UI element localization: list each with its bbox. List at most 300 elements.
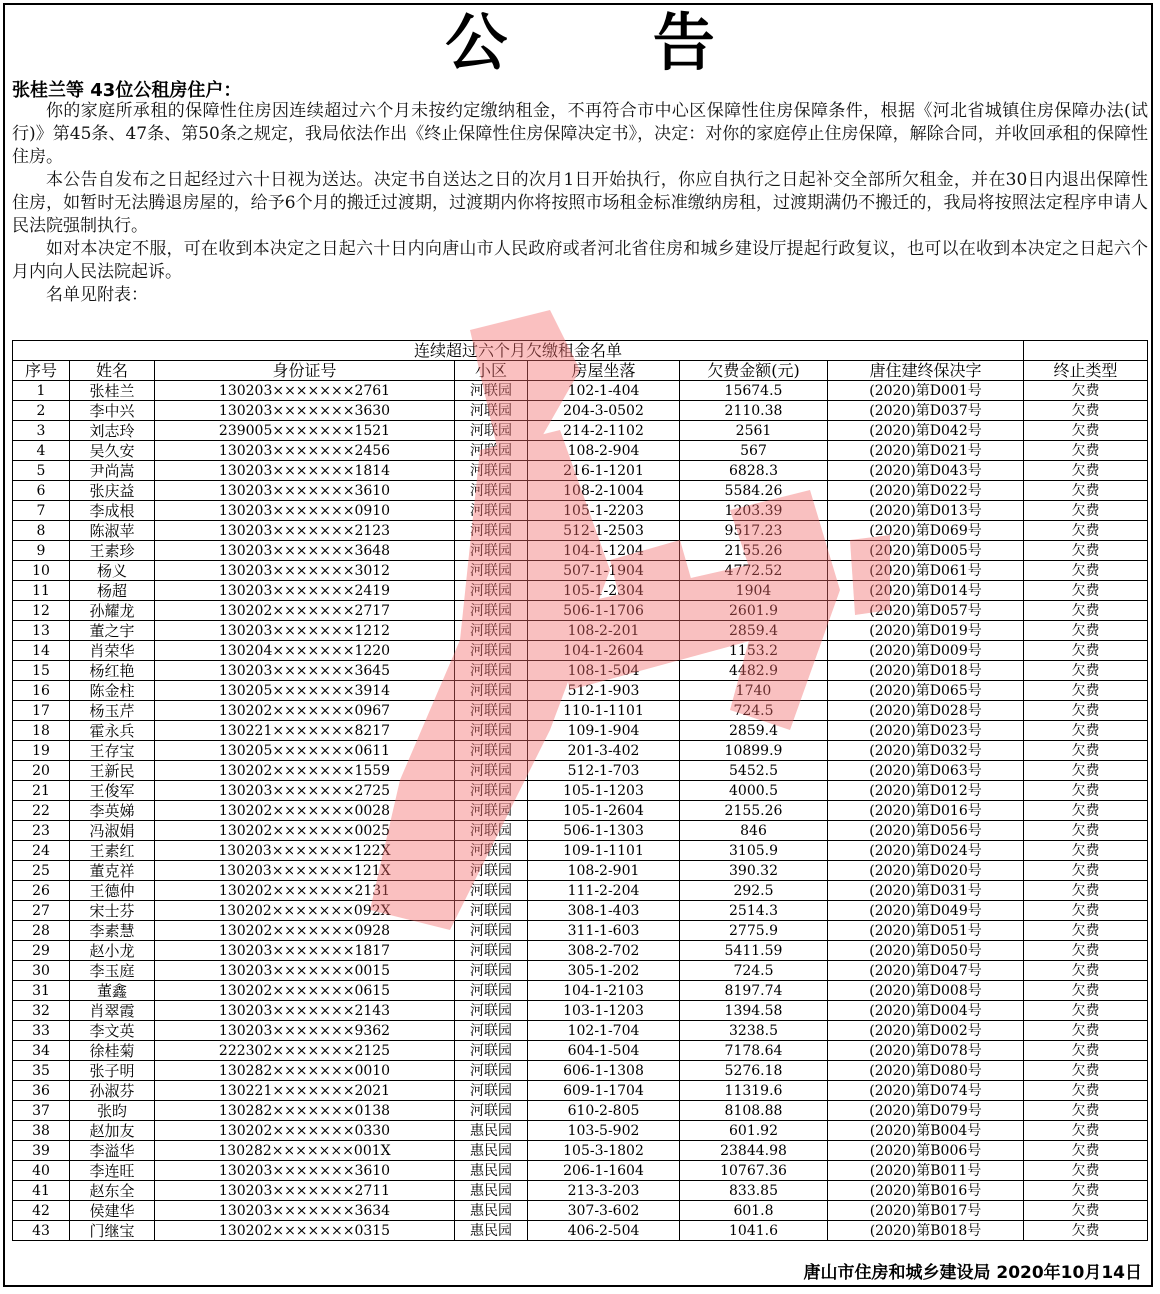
cell-id-number: 130203×××××××1814	[155, 461, 455, 481]
cell-termination-type: 欠费	[1024, 521, 1148, 541]
table-row	[13, 401, 1148, 421]
cell-decision-number: (2020)第D008号	[828, 981, 1024, 1001]
cell-name: 王俊军	[70, 781, 155, 801]
cell-index: 34	[13, 1041, 70, 1061]
cell-id-number: 130203×××××××121X	[155, 861, 455, 881]
cell-community: 惠民园	[455, 1221, 528, 1241]
cell-name: 李连旺	[70, 1161, 155, 1181]
cell-termination-type: 欠费	[1024, 381, 1148, 401]
cell-community: 河联园	[455, 441, 528, 461]
cell-amount: 4482.9	[680, 661, 828, 681]
notice-title: 公 告	[445, 6, 777, 79]
cell-amount: 10899.9	[680, 741, 828, 761]
cell-address: 109-1-904	[528, 721, 680, 741]
cell-community: 河联园	[455, 881, 528, 901]
table-row	[13, 841, 1148, 861]
cell-decision-number: (2020)第D074号	[828, 1081, 1024, 1101]
table-row	[13, 721, 1148, 741]
table-row	[13, 441, 1148, 461]
cell-index: 3	[13, 421, 70, 441]
table-row	[13, 1101, 1148, 1121]
cell-name: 董克祥	[70, 861, 155, 881]
cell-termination-type: 欠费	[1024, 601, 1148, 621]
cell-name: 王存宝	[70, 741, 155, 761]
cell-address: 110-1-1101	[528, 701, 680, 721]
table-row	[13, 581, 1148, 601]
table-row	[13, 761, 1148, 781]
cell-termination-type: 欠费	[1024, 821, 1148, 841]
cell-termination-type: 欠费	[1024, 401, 1148, 421]
cell-index: 4	[13, 441, 70, 461]
cell-amount: 10767.36	[680, 1161, 828, 1181]
cell-id-number: 130202×××××××0967	[155, 701, 455, 721]
cell-community: 河联园	[455, 1001, 528, 1021]
cell-index: 11	[13, 581, 70, 601]
cell-amount: 1041.6	[680, 1221, 828, 1241]
cell-decision-number: (2020)第D021号	[828, 441, 1024, 461]
cell-amount: 11319.6	[680, 1081, 828, 1101]
table-row	[13, 1161, 1148, 1181]
cell-id-number: 130203×××××××2456	[155, 441, 455, 461]
cell-decision-number: (2020)第D079号	[828, 1101, 1024, 1121]
cell-termination-type: 欠费	[1024, 861, 1148, 881]
cell-community: 河联园	[455, 1021, 528, 1041]
cell-community: 河联园	[455, 621, 528, 641]
cell-address: 108-1-504	[528, 661, 680, 681]
cell-termination-type: 欠费	[1024, 641, 1148, 661]
cell-index: 23	[13, 821, 70, 841]
cell-index: 38	[13, 1121, 70, 1141]
cell-community: 惠民园	[455, 1201, 528, 1221]
cell-community: 河联园	[455, 701, 528, 721]
cell-address: 406-2-504	[528, 1221, 680, 1241]
cell-name: 李中兴	[70, 401, 155, 421]
table-row	[13, 541, 1148, 561]
table-row	[13, 481, 1148, 501]
cell-community: 河联园	[455, 581, 528, 601]
cell-address: 213-3-203	[528, 1181, 680, 1201]
cell-amount: 2155.26	[680, 541, 828, 561]
cell-decision-number: (2020)第D019号	[828, 621, 1024, 641]
cell-index: 36	[13, 1081, 70, 1101]
header-id-number: 身份证号	[155, 361, 455, 381]
cell-termination-type: 欠费	[1024, 1121, 1148, 1141]
cell-decision-number: (2020)第D043号	[828, 461, 1024, 481]
table-caption-blank	[1024, 341, 1148, 361]
cell-id-number: 130205×××××××3914	[155, 681, 455, 701]
cell-amount: 23844.98	[680, 1141, 828, 1161]
table-row	[13, 1041, 1148, 1061]
cell-amount: 1153.2	[680, 641, 828, 661]
cell-community: 惠民园	[455, 1161, 528, 1181]
cell-decision-number: (2020)第D014号	[828, 581, 1024, 601]
cell-termination-type: 欠费	[1024, 941, 1148, 961]
cell-address: 604-1-504	[528, 1041, 680, 1061]
cell-termination-type: 欠费	[1024, 1081, 1148, 1101]
table-row	[13, 861, 1148, 881]
cell-decision-number: (2020)第D022号	[828, 481, 1024, 501]
cell-index: 40	[13, 1161, 70, 1181]
cell-amount: 292.5	[680, 881, 828, 901]
cell-decision-number: (2020)第B011号	[828, 1161, 1024, 1181]
cell-termination-type: 欠费	[1024, 561, 1148, 581]
cell-community: 河联园	[455, 921, 528, 941]
cell-community: 河联园	[455, 1061, 528, 1081]
cell-index: 41	[13, 1181, 70, 1201]
header-amount: 欠费金额(元)	[680, 361, 828, 381]
cell-index: 5	[13, 461, 70, 481]
cell-address: 104-1-1204	[528, 541, 680, 561]
cell-termination-type: 欠费	[1024, 981, 1148, 1001]
table-caption-row	[13, 341, 1148, 361]
cell-amount: 2155.26	[680, 801, 828, 821]
cell-termination-type: 欠费	[1024, 1201, 1148, 1221]
cell-termination-type: 欠费	[1024, 661, 1148, 681]
cell-address: 105-1-2203	[528, 501, 680, 521]
cell-amount: 5584.26	[680, 481, 828, 501]
cell-index: 10	[13, 561, 70, 581]
header-name: 姓名	[70, 361, 155, 381]
cell-id-number: 130203×××××××3610	[155, 1161, 455, 1181]
cell-index: 42	[13, 1201, 70, 1221]
cell-name: 张庆益	[70, 481, 155, 501]
table-row	[13, 1121, 1148, 1141]
cell-amount: 1740	[680, 681, 828, 701]
cell-address: 214-2-1102	[528, 421, 680, 441]
cell-name: 陈金柱	[70, 681, 155, 701]
cell-termination-type: 欠费	[1024, 961, 1148, 981]
cell-decision-number: (2020)第D005号	[828, 541, 1024, 561]
cell-id-number: 130203×××××××1212	[155, 621, 455, 641]
cell-id-number: 130202×××××××1559	[155, 761, 455, 781]
cell-address: 103-5-902	[528, 1121, 680, 1141]
cell-name: 李成根	[70, 501, 155, 521]
cell-address: 105-1-2604	[528, 801, 680, 821]
issuer-and-date: 唐山市住房和城乡建设局 2020年10月14日	[803, 1263, 1142, 1283]
cell-index: 22	[13, 801, 70, 821]
cell-address: 311-1-603	[528, 921, 680, 941]
cell-id-number: 130203×××××××2123	[155, 521, 455, 541]
cell-id-number: 130202×××××××092X	[155, 901, 455, 921]
cell-termination-type: 欠费	[1024, 741, 1148, 761]
cell-decision-number: (2020)第B017号	[828, 1201, 1024, 1221]
table-body	[13, 381, 1148, 1241]
table-row	[13, 1221, 1148, 1241]
cell-name: 孙淑芬	[70, 1081, 155, 1101]
cell-termination-type: 欠费	[1024, 501, 1148, 521]
cell-name: 宋士芬	[70, 901, 155, 921]
cell-decision-number: (2020)第D061号	[828, 561, 1024, 581]
cell-termination-type: 欠费	[1024, 1181, 1148, 1201]
cell-amount: 601.92	[680, 1121, 828, 1141]
cell-name: 杨义	[70, 561, 155, 581]
cell-address: 609-1-1704	[528, 1081, 680, 1101]
cell-id-number: 130203×××××××122X	[155, 841, 455, 861]
cell-amount: 8197.74	[680, 981, 828, 1001]
cell-index: 27	[13, 901, 70, 921]
cell-decision-number: (2020)第D001号	[828, 381, 1024, 401]
cell-address: 512-1-2503	[528, 521, 680, 541]
cell-name: 杨玉芹	[70, 701, 155, 721]
cell-name: 冯淑娟	[70, 821, 155, 841]
cell-decision-number: (2020)第D002号	[828, 1021, 1024, 1041]
cell-termination-type: 欠费	[1024, 581, 1148, 601]
cell-decision-number: (2020)第D050号	[828, 941, 1024, 961]
cell-amount: 5452.5	[680, 761, 828, 781]
cell-name: 徐桂菊	[70, 1041, 155, 1061]
cell-termination-type: 欠费	[1024, 461, 1148, 481]
cell-index: 12	[13, 601, 70, 621]
cell-id-number: 130202×××××××0928	[155, 921, 455, 941]
cell-name: 董鑫	[70, 981, 155, 1001]
cell-index: 39	[13, 1141, 70, 1161]
cell-index: 8	[13, 521, 70, 541]
table-row	[13, 781, 1148, 801]
cell-decision-number: (2020)第D051号	[828, 921, 1024, 941]
cell-decision-number: (2020)第D078号	[828, 1041, 1024, 1061]
cell-community: 河联园	[455, 821, 528, 841]
cell-community: 河联园	[455, 561, 528, 581]
cell-index: 28	[13, 921, 70, 941]
cell-termination-type: 欠费	[1024, 441, 1148, 461]
cell-id-number: 222302×××××××2125	[155, 1041, 455, 1061]
cell-address: 206-1-1604	[528, 1161, 680, 1181]
header-termination-type: 终止类型	[1024, 361, 1148, 381]
cell-community: 河联园	[455, 841, 528, 861]
cell-decision-number: (2020)第B016号	[828, 1181, 1024, 1201]
cell-name: 霍永兵	[70, 721, 155, 741]
table-header-row	[13, 361, 1148, 381]
cell-address: 104-1-2103	[528, 981, 680, 1001]
cell-amount: 9517.23	[680, 521, 828, 541]
cell-address: 307-3-602	[528, 1201, 680, 1221]
cell-amount: 15674.5	[680, 381, 828, 401]
cell-address: 512-1-903	[528, 681, 680, 701]
cell-id-number: 239005×××××××1521	[155, 421, 455, 441]
cell-id-number: 130282×××××××0010	[155, 1061, 455, 1081]
cell-community: 河联园	[455, 721, 528, 741]
cell-termination-type: 欠费	[1024, 1041, 1148, 1061]
cell-name: 李溢华	[70, 1141, 155, 1161]
cell-termination-type: 欠费	[1024, 801, 1148, 821]
cell-community: 河联园	[455, 1101, 528, 1121]
cell-community: 河联园	[455, 501, 528, 521]
cell-community: 河联园	[455, 461, 528, 481]
cell-amount: 4772.52	[680, 561, 828, 581]
cell-amount: 1203.39	[680, 501, 828, 521]
cell-decision-number: (2020)第D004号	[828, 1001, 1024, 1021]
cell-name: 张子明	[70, 1061, 155, 1081]
cell-community: 河联园	[455, 861, 528, 881]
header-index: 序号	[13, 361, 70, 381]
cell-decision-number: (2020)第D013号	[828, 501, 1024, 521]
cell-name: 侯建华	[70, 1201, 155, 1221]
cell-community: 河联园	[455, 481, 528, 501]
cell-amount: 567	[680, 441, 828, 461]
cell-name: 肖荣华	[70, 641, 155, 661]
cell-id-number: 130203×××××××3610	[155, 481, 455, 501]
table-caption: 连续超过六个月欠缴租金名单	[13, 341, 1024, 361]
table-row	[13, 701, 1148, 721]
cell-address: 104-1-2604	[528, 641, 680, 661]
cell-index: 21	[13, 781, 70, 801]
cell-decision-number: (2020)第D063号	[828, 761, 1024, 781]
cell-address: 512-1-703	[528, 761, 680, 781]
table-row	[13, 521, 1148, 541]
cell-community: 惠民园	[455, 1181, 528, 1201]
paragraph: 本公告自发布之日起经过六十日视为送达。决定书自送达之日的次月1日开始执行，你应自执行之日起补交全部所欠租金，并在30日内退出保障性住房，如暂时无法腾退房屋的，给予6个月的搬迁过渡期，过渡期内你将按照市场租金标准缴纳房租，过渡期满仍不搬迁的，我局将按照法定程序申请人民法院强制执行。	[12, 170, 1148, 236]
cell-decision-number: (2020)第D023号	[828, 721, 1024, 741]
cell-index: 33	[13, 1021, 70, 1041]
cell-index: 9	[13, 541, 70, 561]
cell-decision-number: (2020)第D016号	[828, 801, 1024, 821]
table-row	[13, 641, 1148, 661]
cell-amount: 6828.3	[680, 461, 828, 481]
cell-name: 李玉庭	[70, 961, 155, 981]
cell-address: 216-1-1201	[528, 461, 680, 481]
cell-community: 河联园	[455, 1041, 528, 1061]
cell-decision-number: (2020)第D018号	[828, 661, 1024, 681]
cell-name: 赵加友	[70, 1121, 155, 1141]
cell-address: 610-2-805	[528, 1101, 680, 1121]
cell-address: 506-1-1303	[528, 821, 680, 841]
cell-community: 河联园	[455, 681, 528, 701]
cell-address: 308-1-403	[528, 901, 680, 921]
cell-termination-type: 欠费	[1024, 841, 1148, 861]
cell-id-number: 130203×××××××2711	[155, 1181, 455, 1201]
table-row	[13, 1081, 1148, 1101]
cell-index: 31	[13, 981, 70, 1001]
cell-name: 李英娣	[70, 801, 155, 821]
cell-name: 孙耀龙	[70, 601, 155, 621]
cell-community: 河联园	[455, 941, 528, 961]
cell-address: 308-2-702	[528, 941, 680, 961]
cell-address: 108-2-201	[528, 621, 680, 641]
table-row	[13, 1061, 1148, 1081]
cell-id-number: 130203×××××××3630	[155, 401, 455, 421]
cell-name: 吴久安	[70, 441, 155, 461]
cell-community: 河联园	[455, 1081, 528, 1101]
cell-amount: 2601.9	[680, 601, 828, 621]
table-row	[13, 421, 1148, 441]
cell-index: 20	[13, 761, 70, 781]
table-row	[13, 561, 1148, 581]
cell-index: 14	[13, 641, 70, 661]
table-row	[13, 621, 1148, 641]
cell-id-number: 130203×××××××3645	[155, 661, 455, 681]
cell-community: 河联园	[455, 541, 528, 561]
cell-name: 刘志玲	[70, 421, 155, 441]
cell-amount: 7178.64	[680, 1041, 828, 1061]
cell-id-number: 130202×××××××0028	[155, 801, 455, 821]
cell-amount: 2561	[680, 421, 828, 441]
cell-amount: 846	[680, 821, 828, 841]
cell-address: 109-1-1101	[528, 841, 680, 861]
cell-address: 102-1-704	[528, 1021, 680, 1041]
cell-termination-type: 欠费	[1024, 421, 1148, 441]
cell-amount: 2859.4	[680, 721, 828, 741]
cell-amount: 8108.88	[680, 1101, 828, 1121]
cell-decision-number: (2020)第D056号	[828, 821, 1024, 841]
cell-address: 105-1-2304	[528, 581, 680, 601]
cell-termination-type: 欠费	[1024, 541, 1148, 561]
cell-id-number: 130203×××××××9362	[155, 1021, 455, 1041]
table-row	[13, 1141, 1148, 1161]
cell-index: 16	[13, 681, 70, 701]
cell-address: 506-1-1706	[528, 601, 680, 621]
cell-index: 24	[13, 841, 70, 861]
table-row	[13, 981, 1148, 1001]
cell-community: 河联园	[455, 421, 528, 441]
cell-name: 张昀	[70, 1101, 155, 1121]
cell-id-number: 130205×××××××0611	[155, 741, 455, 761]
cell-decision-number: (2020)第D057号	[828, 601, 1024, 621]
cell-index: 7	[13, 501, 70, 521]
cell-id-number: 130221×××××××8217	[155, 721, 455, 741]
cell-id-number: 130203×××××××2761	[155, 381, 455, 401]
cell-termination-type: 欠费	[1024, 761, 1148, 781]
cell-index: 37	[13, 1101, 70, 1121]
cell-decision-number: (2020)第D024号	[828, 841, 1024, 861]
cell-termination-type: 欠费	[1024, 1001, 1148, 1021]
cell-id-number: 130203×××××××3648	[155, 541, 455, 561]
header-address: 房屋坐落	[528, 361, 680, 381]
cell-termination-type: 欠费	[1024, 701, 1148, 721]
cell-decision-number: (2020)第D012号	[828, 781, 1024, 801]
cell-name: 张桂兰	[70, 381, 155, 401]
paragraph: 你的家庭所承租的保障性住房因连续超过六个月未按约定缴纳租金，不再符合市中心区保障性住房保障条件，根据《河北省城镇住房保障办法(试行)》第45条、47条、第50条之规定，我局依法作出《终止保障性住房保障决定书》，决定：对你的家庭停止住房保障，解除合同，并收回承租的保障性住房。	[12, 101, 1148, 167]
cell-index: 30	[13, 961, 70, 981]
table-row	[13, 601, 1148, 621]
header-community: 小区	[455, 361, 528, 381]
table-row	[13, 941, 1148, 961]
cell-community: 河联园	[455, 981, 528, 1001]
cell-decision-number: (2020)第D020号	[828, 861, 1024, 881]
cell-name: 董之宇	[70, 621, 155, 641]
table-row	[13, 961, 1148, 981]
cell-index: 1	[13, 381, 70, 401]
cell-amount: 833.85	[680, 1181, 828, 1201]
table-row	[13, 1021, 1148, 1041]
cell-termination-type: 欠费	[1024, 1161, 1148, 1181]
cell-termination-type: 欠费	[1024, 621, 1148, 641]
cell-amount: 724.5	[680, 701, 828, 721]
cell-name: 赵小龙	[70, 941, 155, 961]
table-row	[13, 1181, 1148, 1201]
cell-index: 43	[13, 1221, 70, 1241]
cell-id-number: 130203×××××××3012	[155, 561, 455, 581]
table-row	[13, 801, 1148, 821]
cell-name: 李素慧	[70, 921, 155, 941]
cell-decision-number: (2020)第D069号	[828, 521, 1024, 541]
cell-address: 108-2-1004	[528, 481, 680, 501]
cell-index: 25	[13, 861, 70, 881]
cell-id-number: 130282×××××××0138	[155, 1101, 455, 1121]
cell-name: 肖翠霞	[70, 1001, 155, 1021]
cell-index: 17	[13, 701, 70, 721]
table-row	[13, 661, 1148, 681]
cell-id-number: 130203×××××××2725	[155, 781, 455, 801]
cell-termination-type: 欠费	[1024, 781, 1148, 801]
cell-termination-type: 欠费	[1024, 1141, 1148, 1161]
cell-community: 河联园	[455, 661, 528, 681]
cell-id-number: 130204×××××××1220	[155, 641, 455, 661]
table-row	[13, 381, 1148, 401]
cell-index: 13	[13, 621, 70, 641]
cell-address: 305-1-202	[528, 961, 680, 981]
cell-community: 河联园	[455, 641, 528, 661]
cell-address: 201-3-402	[528, 741, 680, 761]
